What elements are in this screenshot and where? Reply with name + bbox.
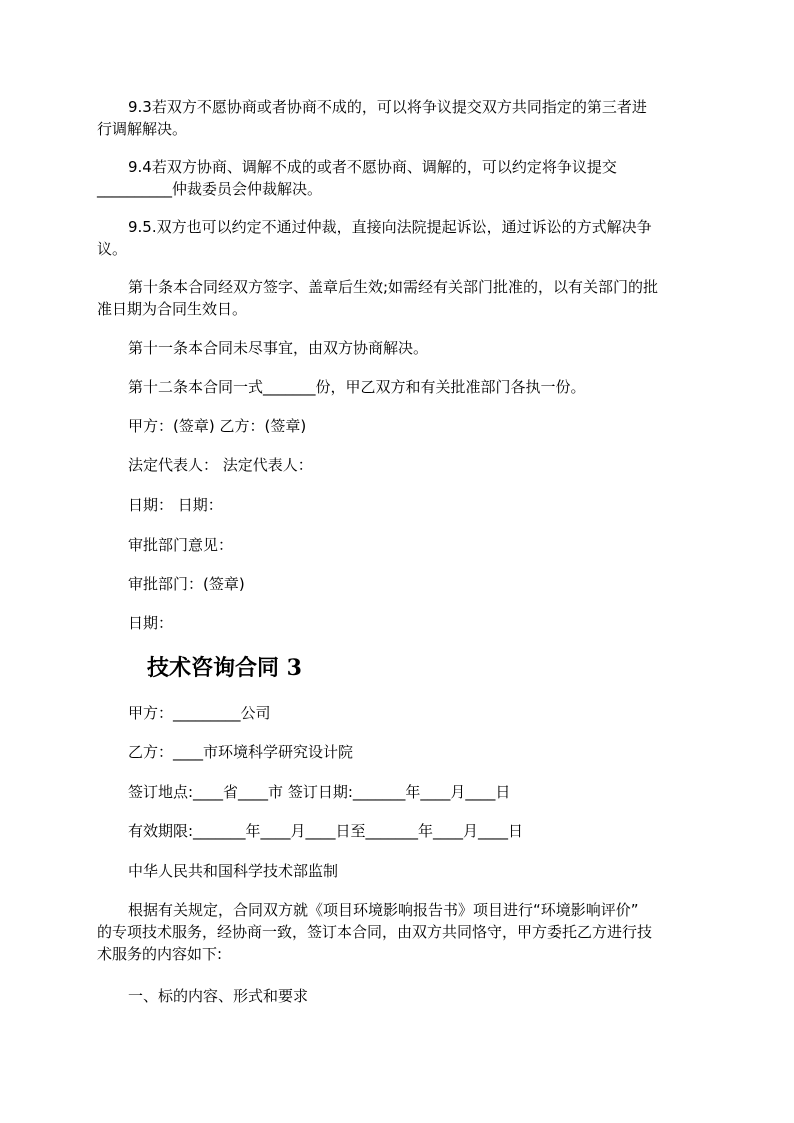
section-title: 技术咨询合同 3	[147, 655, 302, 681]
party-a: 甲方：_________公司	[128, 704, 271, 722]
signature-parties: 甲方：(签章) 乙方：(签章)	[128, 417, 307, 435]
approval-department: 审批部门：(签章)	[128, 575, 245, 593]
validity-period: 有效期限:_______年____月____日至_______年____月____日	[128, 822, 524, 840]
party-b: 乙方：____市环境科学研究设计院	[128, 743, 354, 761]
article-12: 第十二条本合同一式_______份，甲乙双方和有关批准部门各执一份。	[128, 378, 586, 396]
item-1-heading: 一、标的内容、形式和要求	[128, 987, 309, 1005]
intro-paragraph: 根据有关规定，合同双方就《项目环境影响报告书》项目进行“环境影响评价” 的专项技术服务，经协商一致，签订本合同，由双方共同恪守，甲方委托乙方进行技 术服务的内容如下:	[97, 901, 653, 963]
approval-date: 日期：	[128, 614, 174, 632]
signing-place-date: 签订地点:____省____市 签订日期:_______年____月____日	[128, 783, 511, 801]
article-10: 第十条本合同经双方签字、盖章后生效;如需经有关部门批准的，以有关部门的批 准日期为合同生效日。	[97, 278, 659, 318]
article-11: 第十一条本合同未尽事宜，由双方协商解决。	[128, 339, 429, 357]
signature-dates: 日期： 日期：	[128, 496, 223, 514]
supervisor-note: 中华人民共和国科学技术部监制	[128, 862, 339, 880]
paragraph-9-3: 9.3若双方不愿协商或者协商不成的，可以将争议提交双方共同指定的第三者进 行调解解决。	[97, 98, 647, 138]
legal-representatives: 法定代表人： 法定代表人：	[128, 456, 313, 474]
paragraph-9-5: 9.5.双方也可以约定不通过仲裁，直接向法院提起诉讼，通过诉讼的方式解决争 议。	[97, 218, 652, 258]
approval-opinion: 审批部门意见：	[128, 536, 234, 554]
paragraph-9-4: 9.4若双方协商、调解不成的或者不愿协商、调解的，可以约定将争议提交 __________仲裁委员会仲裁解决。	[97, 158, 617, 198]
